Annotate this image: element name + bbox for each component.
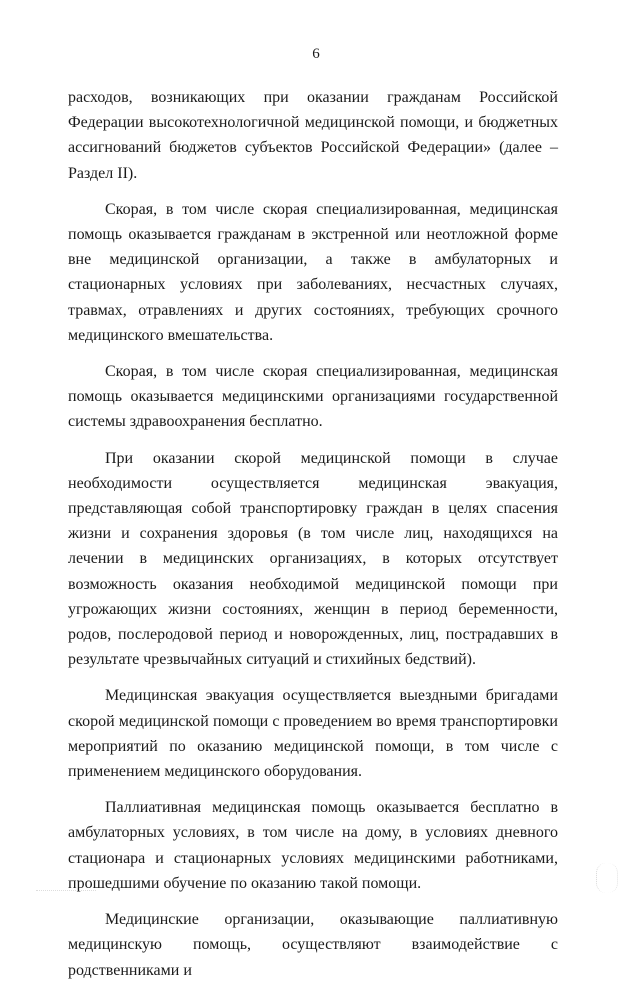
paragraph-gap (68, 672, 558, 683)
paragraph-gap (68, 186, 558, 197)
page-number: 6 (312, 46, 320, 62)
scan-artifact (596, 863, 618, 893)
paragraph-1: расходов, возникающих при оказании гражданам Российской Федерации высокотехнологичной медицинской помощи, и бюджетных ассигнований бюджетов субъектов Российской Федерации» (далее – Раздел II). (68, 89, 558, 182)
document-body (68, 85, 558, 983)
paragraph-4: При оказании скорой медицинской помощи в случае необходимости осуществляется медицинская эвакуация, представляющая собой транспортировку граждан в целях спасения жизни и сохранения здоровья (в том числе лиц, находящихся на лечении в медицинских организациях, в которых отсутствует возможность оказания необходимой медицинской помощи при угрожающих жизни состояниях, женщин в период беременности, родов, послеродовой период и новорожденных, лиц, пострадавших в результате чрезвычайных ситуаций и стихийных бедствий). (68, 449, 558, 669)
paragraph-gap (68, 896, 558, 907)
scan-artifact (36, 888, 96, 891)
paragraph-3: Скорая, в том числе скорая специализированная, медицинская помощь оказывается медицинскими организациями государственной системы здравоохранения бесплатно. (68, 363, 558, 431)
paragraph-6: Паллиативная медицинская помощь оказывается бесплатно в амбулаторных условиях, в том числе на дому, в условиях дневного стационара и стационарных условиях медицинскими работниками, прошедшими обучение по оказанию такой помощи. (68, 799, 558, 892)
paragraph-5: Медицинская эвакуация осуществляется выездными бригадами скорой медицинской помощи с проведением во время транспортировки мероприятий по оказанию медицинской помощи, в том числе с применением медицинского оборудования. (68, 687, 558, 781)
paragraph-7: Медицинские организации, оказывающие паллиативную медицинскую помощь, осуществляют взаимодействие с родственниками и (68, 911, 558, 979)
paragraph-gap (68, 784, 558, 795)
paragraph-gap (68, 348, 558, 359)
paragraph-gap (68, 435, 558, 446)
paragraph-2: Скорая, в том числе скорая специализированная, медицинская помощь оказывается гражданам в экстренной или неотложной форме вне медицинской организации, а также в амбулаторных и стационарных условиях при заболеваниях, несчастных случаях, травмах, отравлениях и других состояниях, требующих срочного медицинского вмешательства. (68, 200, 558, 344)
